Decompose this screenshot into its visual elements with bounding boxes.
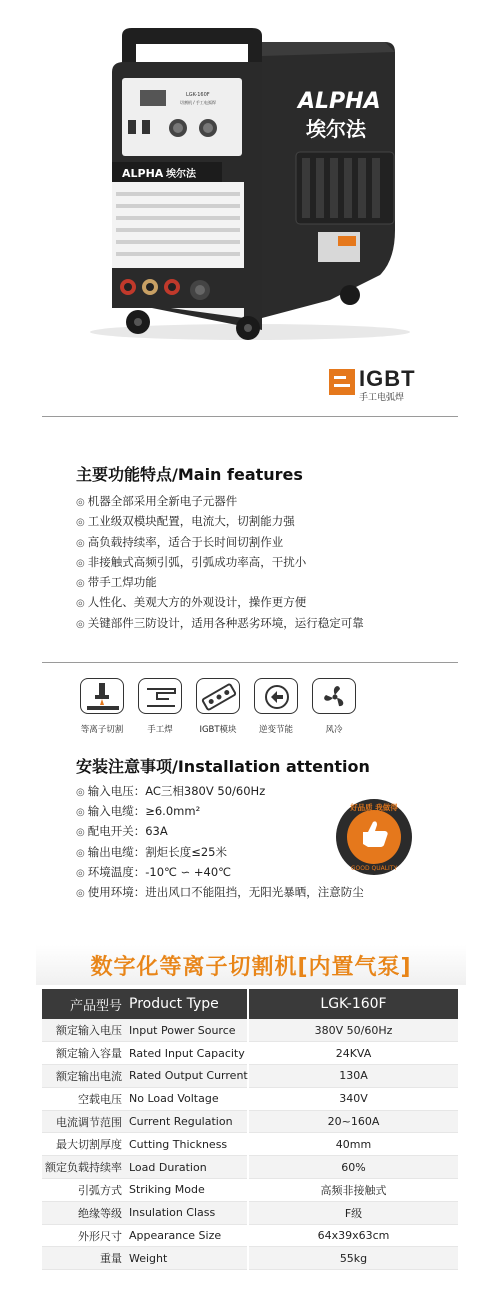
- spec-table-title: 数字化等离子切割机[内置气泵]: [90, 955, 412, 980]
- list-item: ◎ 输出电缆：割炬长度≤25米: [76, 844, 228, 859]
- table-row: 最大切割厚度 Cutting Thickness 40mm: [42, 1133, 458, 1156]
- list-item: ◎ 非接触式高频引弧，引弧成功率高，干扰小: [76, 554, 307, 569]
- table-header-row: [42, 989, 458, 1019]
- svg-text:ALPHA: ALPHA: [122, 167, 164, 180]
- igbt-title: IGBT: [359, 366, 416, 391]
- bullet-icon: ◎: [76, 847, 85, 859]
- bullet-icon: ◎: [76, 787, 85, 798]
- fan-icon: [312, 678, 356, 714]
- svg-text:LGK-160F: LGK-160F: [186, 92, 210, 98]
- bullet-icon: ◎: [76, 827, 85, 839]
- header-model: LGK-160F: [248, 989, 458, 1019]
- inverter-energy-saving-icon: [254, 678, 298, 714]
- plasma-cutting-icon: [80, 678, 124, 714]
- feature-icon-item: 风冷: [310, 678, 358, 735]
- list-item: ◎ 带手工焊功能: [76, 575, 157, 590]
- welding-machine-image: [0, 0, 500, 345]
- table-row: 引弧方式 Striking Mode 高频非接触式: [42, 1179, 458, 1202]
- quality-badge: [335, 798, 413, 876]
- header-en: Product Type: [126, 989, 248, 1019]
- list-item: ◎ 环境温度：-10℃ ∽ +40℃: [76, 864, 232, 879]
- table-row: 额定输出电流 Rated Output Current 130A: [42, 1065, 458, 1088]
- list-item: ◎ 高负载持续率，适合于长时间切割作业: [76, 534, 284, 549]
- features-list: [76, 491, 456, 633]
- divider: [42, 662, 458, 663]
- list-item: ◎ 机器全部采用全新电子元器件: [76, 494, 238, 508]
- svg-text:好品质 我做得: 好品质 我做得: [350, 803, 398, 812]
- list-item: ◎ 配电开关：63A: [76, 824, 168, 839]
- table-row: 电流调节范围 Current Regulation 20~160A: [42, 1110, 458, 1133]
- list-item: ◎ 人性化、美观大方的外观设计，操作更方便: [76, 595, 307, 610]
- list-item: ◎ 使用环境：进出风口不能阻挡，无阳光暴晒，注意防尘: [76, 884, 364, 899]
- bullet-icon: ◎: [76, 598, 85, 610]
- igbt-module-icon: [196, 678, 240, 714]
- divider: [42, 416, 458, 417]
- manual-welding-icon: [138, 678, 182, 714]
- table-row: 空载电压 No Load Voltage 340V: [42, 1087, 458, 1110]
- feature-icon-item: 手工焊: [136, 678, 184, 735]
- table-row: 外形尺寸 Appearance Size 64x39x63cm: [42, 1224, 458, 1247]
- bullet-icon: ◎: [76, 497, 85, 508]
- bullet-icon: ◎: [76, 578, 85, 590]
- feature-icon-item: 逆变节能: [252, 678, 300, 735]
- header-cn: 产品型号: [42, 989, 126, 1019]
- bullet-icon: ◎: [76, 537, 85, 549]
- list-item: ◎ 输入电压：AC三相380V 50/60Hz: [76, 784, 266, 798]
- feature-icons: [78, 678, 368, 738]
- bullet-icon: ◎: [76, 517, 85, 529]
- list-item: ◎ 工业级双模块配置，电流大，切割能力强: [76, 514, 295, 529]
- feature-icon-item: 等离子切割: [78, 678, 126, 735]
- bullet-icon: ◎: [76, 618, 85, 630]
- table-row: 额定负载持续率 Load Duration 60%: [42, 1156, 458, 1179]
- table-row: 重量 Weight 55kg: [42, 1247, 458, 1270]
- installation-list: [76, 781, 476, 902]
- svg-text:埃尔法: 埃尔法: [166, 169, 196, 180]
- igbt-badge: [329, 366, 439, 402]
- table-row: 额定输入容量 Rated Input Capacity 24KVA: [42, 1042, 458, 1065]
- svg-text:切割机 / 手工电弧焊: 切割机 / 手工电弧焊: [180, 100, 216, 105]
- spec-table: [42, 989, 458, 1270]
- bullet-icon: ◎: [76, 867, 85, 879]
- manual-welding-icon: [329, 369, 355, 395]
- installation-title: 安装注意事项/Installation attention: [76, 757, 370, 776]
- svg-text:ALPHA: ALPHA: [298, 89, 381, 114]
- features-title: 主要功能特点/Main features: [76, 465, 303, 484]
- igbt-subtitle: 手工电弧焊: [359, 393, 405, 403]
- list-item: ◎ 输入电缆：≥6.0mm²: [76, 804, 201, 819]
- bullet-icon: ◎: [76, 887, 85, 899]
- bullet-icon: ◎: [76, 807, 85, 819]
- feature-icon-item: IGBT模块: [194, 678, 242, 735]
- bullet-icon: ◎: [76, 557, 85, 569]
- table-row: 绝缘等级 Insulation Class F级: [42, 1201, 458, 1224]
- list-item: ◎ 关键部件三防设计，适用各种恶劣环境，运行稳定可靠: [76, 615, 364, 630]
- svg-text:埃尔法: 埃尔法: [306, 117, 366, 141]
- svg-text:GOOD QUALITY: GOOD QUALITY: [350, 865, 398, 872]
- table-row: 额定输入电压 Input Power Source 380V 50/60Hz: [42, 1019, 458, 1042]
